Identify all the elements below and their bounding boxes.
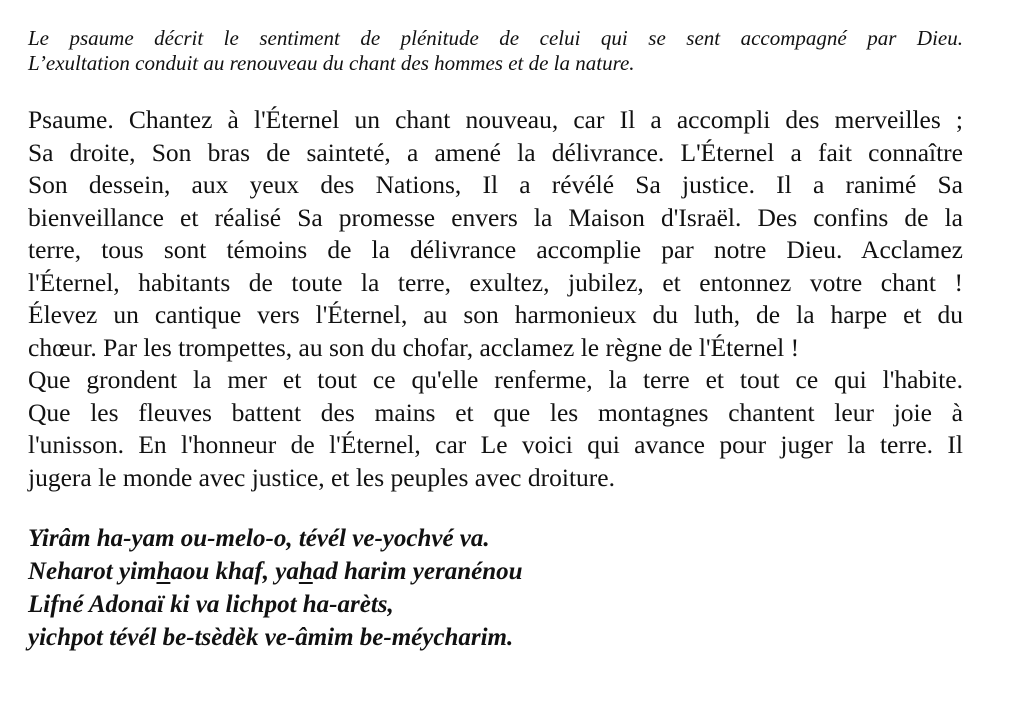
- psalm-line: jugera le monde avec justice, et les peuples avec droiture.: [28, 462, 615, 492]
- psalm-line: terre, tous sont témoins de la délivrance accomplie par notre Dieu. Acclamez: [28, 235, 963, 264]
- document-page: [28, 26, 963, 654]
- psalm-line: Élevez un cantique vers l'Éternel, au son harmonieux du luth, de la harpe et du: [28, 300, 963, 329]
- transliteration-line: Lifné Adonaï ki va lichpot ha-arèts,: [28, 591, 394, 618]
- psalm-line: Que les fleuves battent des mains et que les montagnes chantent leur joie à: [28, 397, 963, 427]
- transliteration-line: Yirâm ha-yam ou-melo-o, tévél ve-yochvé va.: [28, 525, 490, 552]
- transliteration-segment: ad harim yeranénou: [312, 558, 523, 585]
- intro-line: Le psaume décrit le sentiment de plénitude de celui qui se sent accompagné par Dieu.: [28, 26, 963, 50]
- psalm-line: Psaume. Chantez à l'Éternel un chant nouveau, car Il a accompli des merveilles ;: [28, 105, 963, 134]
- psalm-line: bienveillance et réalisé Sa promesse envers la Maison d'Israël. Des confins de la: [28, 202, 963, 232]
- underlined-letter: h: [156, 558, 171, 585]
- transliteration-line: yichpot tévél be-tsèdèk ve-âmim be-méycharim.: [28, 624, 514, 651]
- psalm-line: l'Éternel, habitants de toute la terre, exultez, jubilez, et entonnez votre chant !: [28, 267, 963, 297]
- intro-line: L’exultation conduit au renouveau du chant des hommes et de la nature.: [28, 51, 635, 75]
- psalm-line: l'unisson. En l'honneur de l'Éternel, car Le voici qui avance pour juger la terre. Il: [28, 430, 963, 459]
- psalm-line: chœur. Par les trompettes, au son du chofar, acclamez le règne de l'Éternel !: [28, 332, 800, 362]
- transliteration-segment: aou khaf, ya: [170, 558, 299, 585]
- underlined-letter: h: [298, 558, 313, 585]
- psalm-line: Son dessein, aux yeux des Nations, Il a révélé Sa justice. Il a ranimé Sa: [28, 170, 963, 199]
- psalm-paragraph: [28, 104, 963, 494]
- transliteration-block: [28, 522, 963, 654]
- transliteration-segment: Neharot yim: [28, 558, 157, 585]
- psalm-line: Que grondent la mer et tout ce qu'elle renferme, la terre et tout ce qui l'habite.: [28, 365, 963, 394]
- psalm-line: Sa droite, Son bras de sainteté, a amené la délivrance. L'Éternel a fait connaître: [28, 137, 963, 167]
- intro-paragraph: [28, 26, 963, 76]
- transliteration-line: [28, 555, 963, 588]
